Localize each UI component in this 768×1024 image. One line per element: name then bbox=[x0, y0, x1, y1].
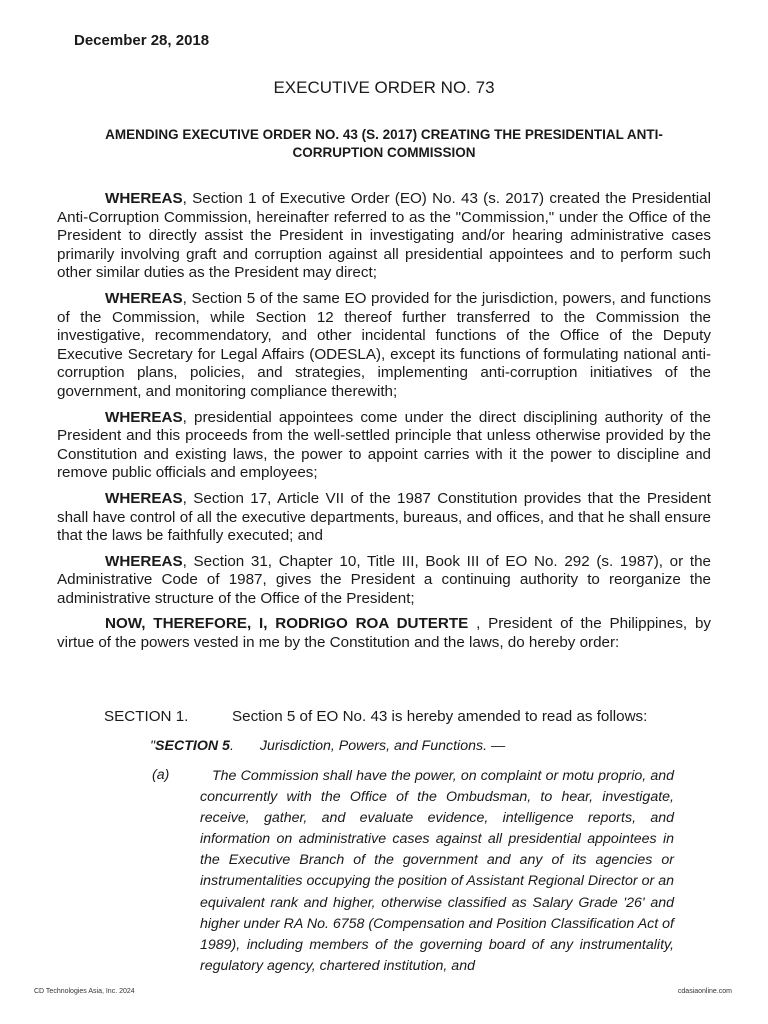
document-subtitle: AMENDING EXECUTIVE ORDER NO. 43 (S. 2017) CREATING THE PRESIDENTIAL ANTI-CORRUPTION COMMISSION bbox=[105, 127, 663, 160]
section-1-text: Section 5 of EO No. 43 is hereby amended to read as follows: bbox=[232, 708, 648, 725]
section-1 bbox=[104, 708, 647, 725]
now-therefore-clause bbox=[57, 615, 711, 652]
whereas-clause bbox=[57, 409, 711, 483]
footer-website: cdasiaonline.com bbox=[677, 988, 732, 995]
quoted-section-label: SECTION 5 bbox=[155, 738, 230, 754]
whereas-text: , presidential appointees come under the direct disciplining authority of the President and this proceeds from the well-settled principle that unless otherwise provided by the Constitution and existing laws, the power to appoint carries with it the power to discipline and remove public officials and employees; bbox=[57, 408, 711, 482]
open-quote: " bbox=[150, 738, 156, 754]
paragraph-a-label: (a) bbox=[152, 767, 170, 783]
whereas-text: , Section 31, Chapter 10, Title III, Book III of EO No. 292 (s. 1987), or the Administrative Code of 1987, gives the President a continuing authority to reorganize the administrative structure of the Office of the President; bbox=[57, 552, 711, 607]
section-1-label: SECTION 1. bbox=[104, 708, 189, 725]
paragraph-a-text: The Commission shall have the power, on complaint or motu proprio, and concurrently with the Office of the Ombudsman, to hear, investigate, receive, gather, and evaluate evidence, intelligence reports, and information on administrative cases against all presidential appointees in the Executive Branch of the government and any of its agencies or instrumentalities occupying the position of Assistant Regional Director or an equivalent rank and higher, otherwise classified as Salary Grade '26' and higher under RA No. 6758 (Compensation and Position Classification Act of 1989), including members of the governing board of any instrumentality, regulatory agency, chartered institution, and bbox=[200, 768, 674, 974]
whereas-lead: WHEREAS bbox=[105, 289, 183, 307]
whereas-clause bbox=[57, 553, 711, 609]
whereas-lead: WHEREAS bbox=[105, 408, 183, 426]
whereas-text: , Section 1 of Executive Order (EO) No. 43 (s. 2017) created the Presidential Anti-Corruption Commission, hereinafter referred to as the "Commission," under the Office of the President to directly assist the President in investigating and/or hearing administrative cases primarily involving graft and corruption against all presidential appointees and to perform such other similar duties as the President may direct; bbox=[57, 190, 711, 282]
whereas-clause bbox=[57, 490, 711, 546]
now-therefore-lead: NOW, THEREFORE, I, RODRIGO ROA DUTERTE bbox=[105, 615, 469, 633]
whereas-lead: WHEREAS bbox=[105, 489, 183, 507]
quoted-section-title: Jurisdiction, Powers, and Functions. — bbox=[259, 738, 506, 754]
quoted-section-heading bbox=[150, 738, 505, 754]
footer-copyright: CD Technologies Asia, Inc. 2024 bbox=[34, 988, 135, 995]
whereas-lead: WHEREAS bbox=[105, 190, 183, 207]
document-date: December 28, 2018 bbox=[74, 32, 210, 49]
now-therefore-text: , President of the Philippines, by virtue of the powers vested in me by the Constitution and the laws, do hereby order: bbox=[57, 615, 711, 652]
whereas-text: , Section 5 of the same EO provided for the jurisdiction, powers, and functions of the Commission, while Section 12 thereof further transferred to the Commission the investigative, recommendatory, and other incidental functions of the Office of the Deputy Executive Secretary for Legal Affairs (ODESLA), except its functions of formulating national anti-corruption plans, policies, and strategies, implementing anti-corruption initiatives of the government, and monitoring compliance therewith; bbox=[57, 289, 711, 400]
whereas-clause bbox=[57, 190, 711, 283]
document-title: EXECUTIVE ORDER NO. 73 bbox=[273, 78, 495, 97]
quoted-section-period: . bbox=[229, 738, 234, 754]
whereas-clause bbox=[57, 290, 711, 402]
document-body bbox=[57, 190, 711, 660]
whereas-lead: WHEREAS bbox=[105, 552, 183, 570]
whereas-text: , Section 17, Article VII of the 1987 Constitution provides that the President shall have control of all the executive departments, bureaus, and offices, and that he shall ensure that the laws be faithfully executed; and bbox=[57, 489, 711, 545]
